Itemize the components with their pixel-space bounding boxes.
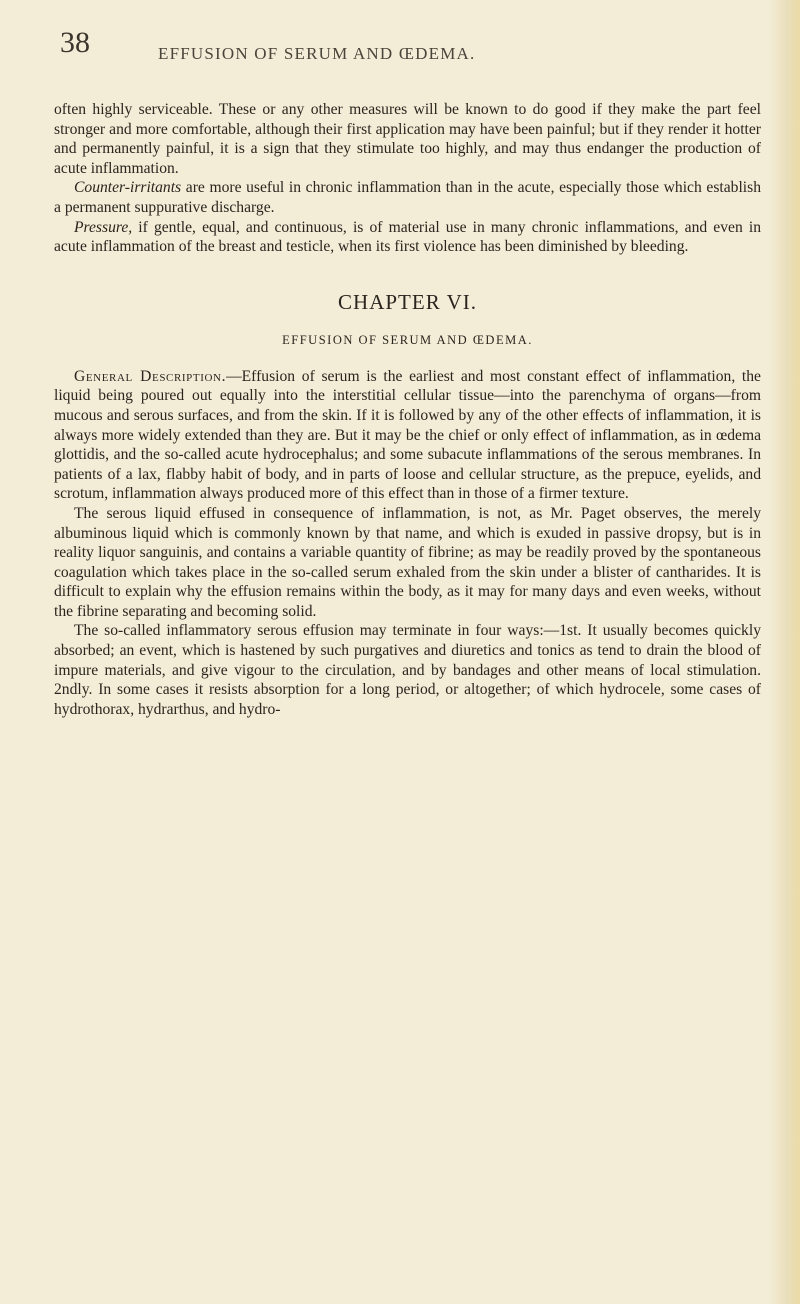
paragraph-continued: often highly serviceable. These or any other measures will be known to do good if they make the part feel stronger and more comfortable, although their first application may have been painful; but if they render it hotter and permanently painful, it is a sign that they stimulate too highly, and may thus endanger the production of acute inflammation. bbox=[54, 101, 761, 177]
paragraph-text: —Effusion of serum is the earliest and most constant effect of inflammation, the liquid being poured out equally into the interstitial cellular tissue—into the parenchyma of organs—from mucous and serous surfaces, and from the skin. If it is followed by any of the other effects of inflammation, it is always more widely extended than they are. But it may be the chief or only effect of inflammation, as in œdema glottidis, and the so-called acute hydrocephalus; and some subacute inflammations of the serous membranes. In patients of a lax, flabby habit of body, and in parts of loose and cellular structure, as the prepuce, eyelids, and scrotum, inflammation always produced more of this effect than in those of a firmer texture. bbox=[54, 367, 761, 503]
page-number: 38 bbox=[60, 26, 90, 59]
term-counter-irritants: Counter-irritants bbox=[74, 179, 182, 197]
paragraph-terminations: The so-called inflammatory serous effusion may terminate in four ways:—1st. It usually becomes quickly absorbed; an event, which is hastened by such purgatives and diuretics and tonics as tend to drain the blood of impure materials, and give vigour to the circulation, and by bandages and other means of local stimulation. 2ndly. In some cases it resists absorption for a long period, or altogether; of which hydrocele, some cases of hydrothorax, hydrarthus, and hydro- bbox=[54, 622, 761, 718]
page-edge-shading bbox=[770, 0, 800, 1304]
paragraph-counter-irritants bbox=[54, 178, 761, 217]
paragraph-pressure bbox=[54, 218, 761, 257]
running-head: EFFUSION OF SERUM AND ŒDEMA. bbox=[158, 44, 476, 63]
term-pressure: Pressure, bbox=[74, 218, 133, 236]
chapter-subtitle: EFFUSION OF SERUM AND ŒDEMA. bbox=[282, 332, 533, 347]
page-header bbox=[60, 26, 760, 76]
paragraph-general-description bbox=[54, 367, 761, 504]
page-body bbox=[54, 100, 761, 719]
section-heading: General Description. bbox=[74, 367, 227, 385]
paragraph-serous-liquid: The serous liquid effused in consequence of inflammation, is not, as Mr. Paget observes, the merely albuminous liquid which is commonly known by that name, and which is exuded in passive dropsy, but is in reality liquor sanguinis, and contains a variable quantity of fibrine; as may be readily proved by the spontaneous coagulation which takes place in the so-called serum exhaled from the skin under a blister of cantharides. It is difficult to explain why the effusion remains within the body, as it may for many days and even weeks, without the fibrine separating and becoming solid. bbox=[54, 504, 761, 620]
chapter-title: CHAPTER VI. bbox=[338, 289, 477, 314]
paragraph-text: if gentle, equal, and continuous, is of material use in many chronic inflammations, and even in acute inflammation of the breast and testicle, when its first violence has been diminished by bleeding. bbox=[54, 218, 761, 256]
paragraph-text: are more useful in chronic inflammation than in the acute, especially those which establish a permanent suppurative discharge. bbox=[54, 179, 761, 216]
